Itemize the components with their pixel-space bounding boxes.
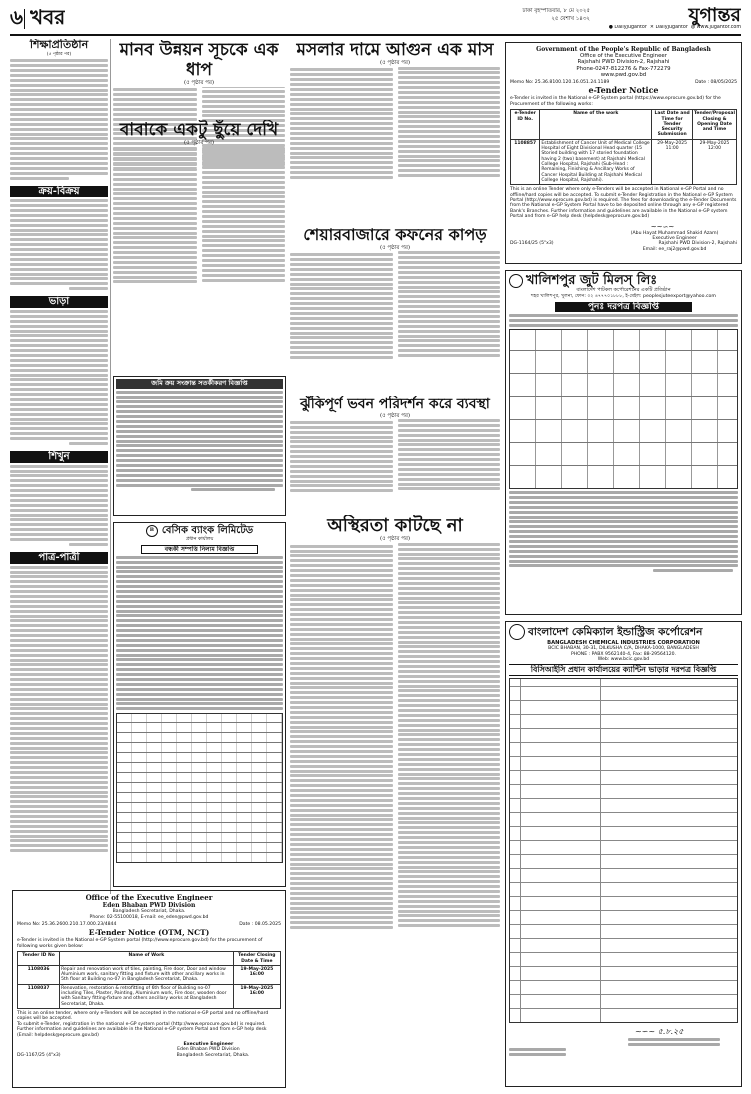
pwd-col-name: Name of the work bbox=[540, 110, 652, 139]
masthead-rule bbox=[10, 34, 741, 36]
globe-icon: ◍ bbox=[690, 25, 696, 30]
eden-dg: DG-1167/25 (4"x3) bbox=[17, 1052, 61, 1058]
sub-jhukipurno: (৫ পৃষ্ঠার পর) bbox=[379, 412, 411, 419]
pwd-line1: Government of the People's Republic of Bangladesh bbox=[536, 46, 711, 53]
pwd-sig-name: (Abu Hayat Muhammad Shakid Azam) bbox=[630, 230, 719, 236]
bcic-notice bbox=[505, 621, 742, 1087]
pwd-signature-scribble: ~~∽~ bbox=[650, 222, 675, 231]
table-row bbox=[18, 984, 281, 1008]
eden-memo: Memo No: 25.36.2600.210.17.000.23/4844 bbox=[17, 922, 117, 928]
patro-title: পাত্র-পাত্রী bbox=[10, 552, 108, 564]
pwd-col-last: Last Date and Time for Tender Security Submission bbox=[652, 110, 693, 139]
pwd-sig-email: Email: ee_raj2@pwd.gov.bd bbox=[642, 246, 707, 252]
pwd-row-last: 29-May-2025 11:00 bbox=[652, 139, 693, 184]
shikkha-text bbox=[10, 59, 108, 179]
masthead-divider bbox=[24, 9, 25, 29]
pwd-line4: Phone-0247-812276 & Fax-772279 bbox=[576, 65, 671, 72]
table-row bbox=[18, 965, 281, 984]
pwd-row-open: 29-May-2025 12:00 bbox=[692, 139, 736, 184]
bcic-table bbox=[509, 678, 738, 1023]
body-moshla bbox=[290, 67, 500, 180]
jute-table bbox=[509, 329, 738, 489]
eden-row-name: Renovation, restoration & retrofitting of 6th floor of Building no-07 including Tiles, Plaster, Painting, Aluminium work, Fire door, wooden door with Sanitary fitting-fixture and others ancillary works at Bangladesh Secretariat, Dhaka. bbox=[60, 984, 234, 1008]
land-notice-title: জমি ক্রয় সংক্রান্ত সতর্কীকরণ বিজ্ঞপ্তি bbox=[116, 379, 283, 389]
shikhun-title: শিখুন bbox=[10, 451, 108, 463]
pwd-line3: Rajshahi PWD Division-2, Rajshahi bbox=[577, 59, 670, 66]
basic-bank-notice-title: বন্ধকী সম্পত্তি নিলাম বিজ্ঞপ্তি bbox=[141, 545, 258, 554]
pwd-intro: e-Tender is invited in the National e-GP System portal (https://www.eprocure.gov.bd) for the Procurement of the following works: bbox=[510, 96, 721, 107]
pwd-col-id: e-Tender ID No. bbox=[511, 110, 540, 139]
bcic-web: Web: www.bcic.gov.bd bbox=[597, 656, 650, 662]
kray-title: ক্রয়-বিক্রয় bbox=[10, 186, 108, 198]
eden-line4: Phone: 02-55100018, E-mail: ee_eden@pwd.gov.bd bbox=[89, 914, 209, 920]
date-line-1: ঢাকা বৃহস্পতিবার, ৮ মে ২০২৫ bbox=[522, 8, 590, 14]
masthead bbox=[10, 4, 741, 34]
bcic-notice-title: বিসিআইসি প্রধান কার্যালয়ের ক্যান্টিন ভাড়ার দরপত্র বিজ্ঞপ্তি bbox=[509, 664, 738, 675]
patro-text bbox=[10, 566, 108, 853]
date-line-2: ২৫ বৈশাখ ১৪৩২ bbox=[551, 16, 590, 22]
land-notice bbox=[113, 376, 286, 516]
article-moshla bbox=[290, 40, 500, 225]
shikkha-sub: (৫ পৃষ্ঠার পর) bbox=[46, 51, 72, 57]
body-sharebazar bbox=[290, 251, 500, 360]
eden-footer2: To submit e-Tender, registration in the national e-GP system portal (http://www.eprocure.gov.bd) is required. Further information and guidelines are available in the National e-GP system Portal and from e-GP help desk (Email: helpdesk@eprocure.gov.bd) bbox=[17, 1021, 267, 1038]
basic-bank-table bbox=[116, 713, 283, 863]
sub-osthirota: (৫ পৃষ্ঠার পর) bbox=[379, 536, 411, 543]
bcic-col-rule bbox=[600, 679, 601, 1022]
sub-manob: (৫ পৃষ্ঠার পর) bbox=[183, 80, 215, 87]
headline-manob: মানব উন্নয়ন সূচকে এক ধাপ bbox=[119, 40, 279, 81]
basic-bank-sub: প্রধান কার্যালয় bbox=[185, 537, 214, 542]
eden-sig3: Bangladesh Secretariat, Dhaka. bbox=[176, 1052, 250, 1058]
jute-intro bbox=[509, 314, 738, 327]
table-row bbox=[511, 139, 737, 184]
eden-col-name: Name of Work bbox=[60, 952, 234, 966]
pwd-table bbox=[510, 109, 737, 185]
jute-contact: শহর খালিশপুর, খুলনা, ফোন: ০২ ৪৭৭৭০১৮৮৮, ই-মেইল: peoplesjuteexport@yahoo.com bbox=[531, 294, 716, 300]
sub-babake: (৫ পৃষ্ঠার পর) bbox=[183, 140, 215, 147]
section-title: খবর bbox=[30, 6, 66, 29]
website-link[interactable]: www.jugantor.com bbox=[696, 25, 741, 30]
eden-col-id: Tender ID No bbox=[18, 952, 60, 966]
jute-logo bbox=[509, 274, 523, 288]
eden-line1: Office of the Executive Engineer bbox=[85, 893, 213, 902]
jute-name: খালিশপুর জুট মিলস্ লিঃ bbox=[526, 273, 658, 288]
bhara-text bbox=[10, 310, 108, 445]
land-notice-body bbox=[116, 391, 283, 492]
x-icon: ✕ bbox=[649, 25, 654, 30]
brand-logo: যুগান্তর bbox=[688, 4, 741, 26]
shikhun-text bbox=[10, 465, 108, 546]
body-babake bbox=[113, 147, 285, 285]
bcic-address: BCIC BHABAN, 30-31, DILKUSHA C/A, DHAKA-1000, BANGLADESH bbox=[548, 646, 699, 652]
facebook-icon: ● bbox=[608, 25, 613, 30]
body-osthirota bbox=[290, 543, 500, 930]
eden-table bbox=[17, 951, 281, 1009]
eden-footer1: This is an online tender, where only e-Tenders will be accepted in the national e-GP portal and no offline/hard copies will be accepted. bbox=[17, 1010, 269, 1022]
bcic-dg bbox=[509, 1048, 566, 1056]
rajshahi-pwd-notice bbox=[505, 42, 742, 264]
pwd-dg: DG-1164/25 (5"x3) bbox=[510, 241, 554, 247]
basic-bank-body bbox=[116, 556, 283, 711]
pwd-memo: Memo No: 25.36.8100.120.16.051.24.1189 bbox=[510, 79, 610, 85]
article-sharebazar bbox=[290, 226, 500, 396]
x-handle[interactable]: DailyJugantor bbox=[655, 25, 688, 30]
pwd-date: Date : 08/05/2025 bbox=[695, 79, 737, 85]
pwd-row-id: 1108857 bbox=[511, 139, 540, 184]
sub-moshla: (৫ পৃষ্ঠার পর) bbox=[379, 60, 411, 67]
eden-sig2: Eden Bhaban PWD Division bbox=[177, 1047, 240, 1053]
headline-sharebazar: শেয়ারবাজারে কফনের কাপড় bbox=[303, 226, 487, 244]
facebook-handle[interactable]: DailyJugantor bbox=[614, 25, 647, 30]
eden-row-date: 19-May-2025 16:00 bbox=[233, 965, 280, 984]
pwd-footer: This is an online Tender where only e-Tenders will be accepted in National e-GP Portal and no offline/hard copies will be accepted. To submit e-Tender Registration in the National e-GP System Portal (http://www.eprocure.gov.bd) is required. The fees for downloading the e-Tender Documents from the National e-GP System Portal have to be deposited online through any e-GP registered Bank's Branches. Further information and guidelines are available in the National e-GP system Portal and from e-GP help desk (helpdesk@eprocure.gov.bd) bbox=[510, 187, 737, 220]
headline-babake: বাবাকে একটু ছুঁয়ে দেখি bbox=[119, 120, 279, 140]
pwd-col-open: Tender/Proposal Closing & Opening Date and Time bbox=[692, 110, 736, 139]
pwd-sig-title: Executive Engineer bbox=[652, 235, 697, 241]
eden-row-id: 1108036 bbox=[18, 965, 60, 984]
eden-date: Date : 08.05.2025 bbox=[239, 922, 281, 928]
headline-moshla: মসলার দামে আগুন এক মাস bbox=[296, 40, 494, 60]
bhara-title: ভাড়া bbox=[10, 296, 108, 308]
basic-bank-logo: B bbox=[146, 525, 158, 537]
bcic-sig-block bbox=[628, 1038, 720, 1046]
social-handles bbox=[460, 25, 741, 33]
eden-line2: Eden Bhaban PWD Division bbox=[102, 902, 196, 910]
headline-osthirota: অস্থিরতা কাটছে না bbox=[327, 515, 463, 536]
bcic-col-rule bbox=[520, 679, 521, 1022]
article-osthirota bbox=[290, 515, 500, 1087]
pwd-title: e-Tender Notice bbox=[588, 84, 659, 95]
eden-pwd-notice bbox=[12, 890, 286, 1088]
pwd-line5: www.pwd.gov.bd bbox=[600, 72, 647, 79]
eden-title: E-Tender Notice (OTM, NCT) bbox=[88, 927, 210, 937]
pwd-sig-office: Rajshahi PWD Division-2, Rajshahi bbox=[658, 241, 737, 247]
eden-sig1: Executive Engineer bbox=[183, 1041, 234, 1047]
eden-col-date: Tender Closing Date & Time bbox=[233, 952, 280, 966]
eden-line3: Bangladesh Secretariat, Dhaka. bbox=[112, 909, 186, 915]
bcic-phone: PHONE : PABX 9562140-4, Fax: 88-29564120. bbox=[570, 651, 677, 657]
eden-intro: e-Tender is invited in the National e-GP System portal (http://www.eprocure.gov.bd) for the procurement of following works given below: bbox=[17, 938, 263, 949]
page-number: ৬ bbox=[10, 6, 24, 29]
pwd-line2: Office of the Executive Engineer bbox=[580, 53, 667, 60]
eden-row-name: Repair and renovation work of tiles, painting, Fire door, Door and window Aluminium work, sanitary fitting and fixture with other ancillary works in 5th floor at Building no-07 in Bangladesh Secretariat, Dhaka. bbox=[60, 965, 234, 984]
eden-row-id: 1108037 bbox=[18, 984, 60, 1008]
shikkha-title: শিক্ষাপ্রতিষ্ঠান bbox=[29, 39, 89, 51]
jute-notice-title: পুনঃ দরপত্র বিজ্ঞপ্তি bbox=[555, 302, 692, 313]
sub-sharebazar: (৫ পৃষ্ঠার পর) bbox=[379, 244, 411, 251]
bcic-name-en: BANGLADESH CHEMICAL INDUSTRIES CORPORATION bbox=[547, 640, 700, 646]
column-rule bbox=[110, 39, 111, 894]
jute-mills-notice bbox=[505, 270, 742, 615]
article-jhukipurno bbox=[290, 396, 500, 514]
eden-row-date: 19-May-2025 16:00 bbox=[233, 984, 280, 1008]
jute-terms bbox=[509, 491, 738, 572]
basic-bank-name: বেসিক ব্যাংক লিমিটেড bbox=[161, 525, 254, 537]
body-jhukipurno bbox=[290, 419, 500, 493]
kray-text bbox=[10, 199, 108, 290]
bcic-logo bbox=[509, 624, 525, 640]
article-babake bbox=[113, 120, 285, 375]
bcic-signature: ~∽~ ৫.৮.২৫ bbox=[634, 1026, 684, 1036]
basic-bank-notice bbox=[113, 522, 286, 887]
jute-sub: বাংলাদেশ পাটকল কর্পোরেশনের একটি প্রতিষ্ঠান bbox=[576, 287, 671, 294]
pwd-row-name: Establishment of Cancer Unit of Medical College Hospital of Eight Divisional Head quarter (15 Storied building with 17 storied foundation having 2 (two) basement) at Rajshahi Medical College Hospital, Rajshahi (Sub-Head : Remaining, Finishing & Ancillary Works of Cancer Hospital Building at Rajshahi Medical College Hospital, Rajshahi). bbox=[540, 139, 652, 184]
bcic-name-bn: বাংলাদেশ কেমিক্যাল ইন্ডাস্ট্রিজ কর্পোরেশন bbox=[528, 625, 703, 638]
headline-jhukipurno: ঝুঁকিপূর্ণ ভবন পরিদর্শন করে ব্যবস্থা bbox=[300, 396, 490, 412]
